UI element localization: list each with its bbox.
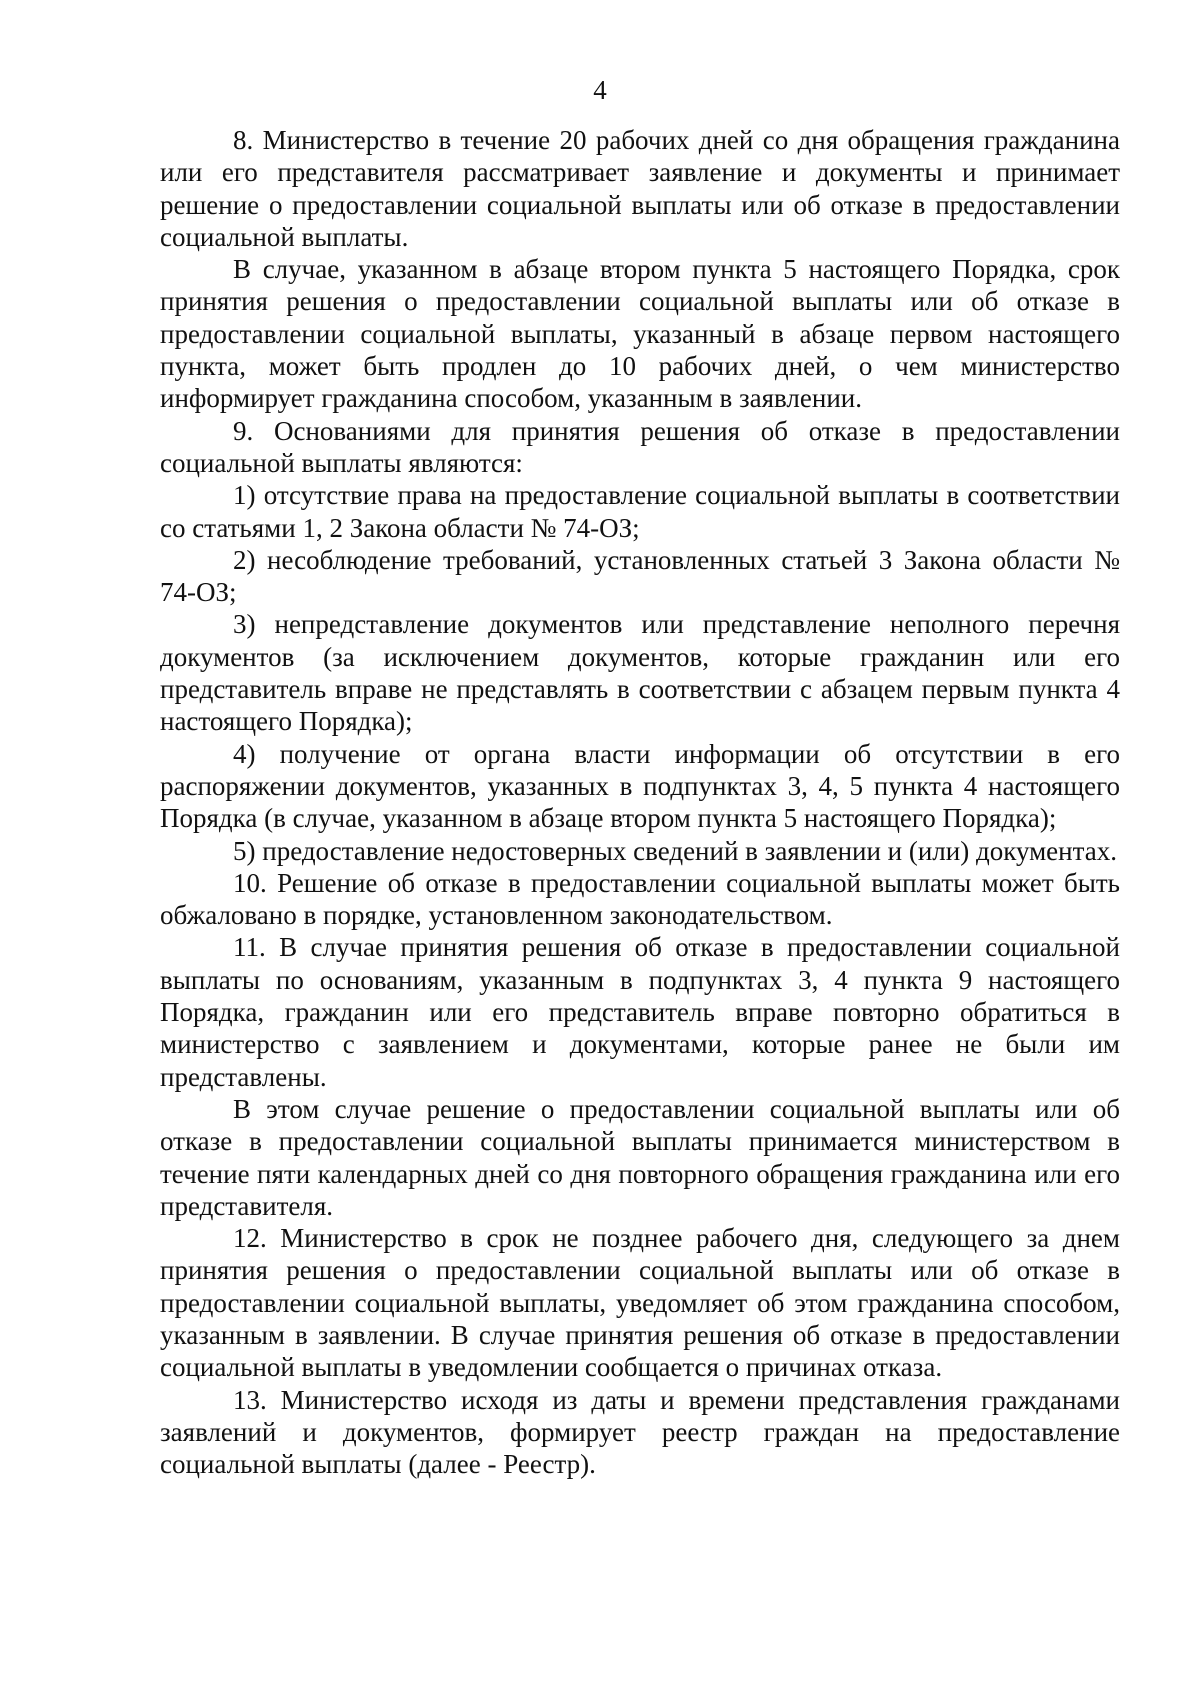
paragraph-item-9: 9. Основаниями для принятия решения об отказе в предоставлении социальной выплаты являются:: [160, 415, 1120, 478]
paragraph-item-11: 11. В случае принятия решения об отказе в предоставлении социальной выплаты по основаниям, указанным в подпунктах 3, 4 пункта 9 настоящего Порядка, гражданин или его представитель вправе повторно обратиться в министерство с заявлением и документами, которые ранее не были им представлены.: [160, 932, 1120, 1092]
paragraph-item-9-subitem-2: 2) несоблюдение требований, установленных статьей 3 Закона области № 74-ОЗ;: [160, 544, 1120, 608]
paragraph-item-11-repeat-case: В этом случае решение о предоставлении социальной выплаты или об отказе в предоставлении социальной выплаты принимается министерством в течение пяти календарных дней со дня повторного обращения гражданина или его представителя.: [160, 1093, 1120, 1221]
paragraph-item-9-subitem-3: 3) непредставление документов или представление неполного перечня документов (за исключением документов, которые гражданин или его представитель вправе не представлять в соответствии с абзацем первым пункта 4 настоящего Порядка);: [160, 609, 1120, 737]
paragraph-item-12: 12. Министерство в срок не позднее рабочего дня, следующего за днем принятия решения о предоставлении социальной выплаты или об отказе в предоставлении социальной выплаты, уведомляет об этом гражданина способом, указанным в заявлении. В случае принятия решения об отказе в предоставлении социальной выплаты в уведомлении сообщается о причинах отказа.: [160, 1223, 1120, 1383]
paragraph-item-8: 8. Министерство в течение 20 рабочих дней со дня обращения гражданина или его представителя рассматривает заявление и документы и принимает решение о предоставлении социальной выплаты или об отказе в предоставлении социальной выплаты.: [160, 125, 1120, 252]
page-number: 4: [593, 75, 607, 105]
paragraph-item-9-subitem-4: 4) получение от органа власти информации об отсутствии в его распоряжении документов, указанных в подпунктах 3, 4, 5 пункта 4 настоящего Порядка (в случае, указанном в абзаце втором пункта 5 настоящего Порядка);: [160, 738, 1120, 834]
paragraph-item-10: 10. Решение об отказе в предоставлении социальной выплаты может быть обжаловано в порядке, установленном законодательством.: [160, 867, 1120, 931]
paragraph-item-8-extension: В случае, указанном в абзаце втором пункта 5 настоящего Порядка, срок принятия решения о предоставлении социальной выплаты или об отказе в предоставлении социальной выплаты, указанный в абзаце первом настоящего пункта, может быть продлен до 10 рабочих дней, о чем министерство информирует гражданина способом, указанным в заявлении.: [160, 254, 1120, 414]
paragraph-item-9-subitem-5: 5) предоставление недостоверных сведений в заявлении и (или) документах.: [233, 835, 1117, 866]
paragraph-item-9-subitem-1: 1) отсутствие права на предоставление социальной выплаты в соответствии со статьями 1, 2 Закона области № 74-ОЗ;: [160, 480, 1120, 543]
document-body: [160, 124, 1120, 1480]
paragraph-item-13: 13. Министерство исходя из даты и времени представления гражданами заявлений и документов, формирует реестр граждан на предоставление социальной выплаты (далее - Реестр).: [160, 1384, 1120, 1480]
